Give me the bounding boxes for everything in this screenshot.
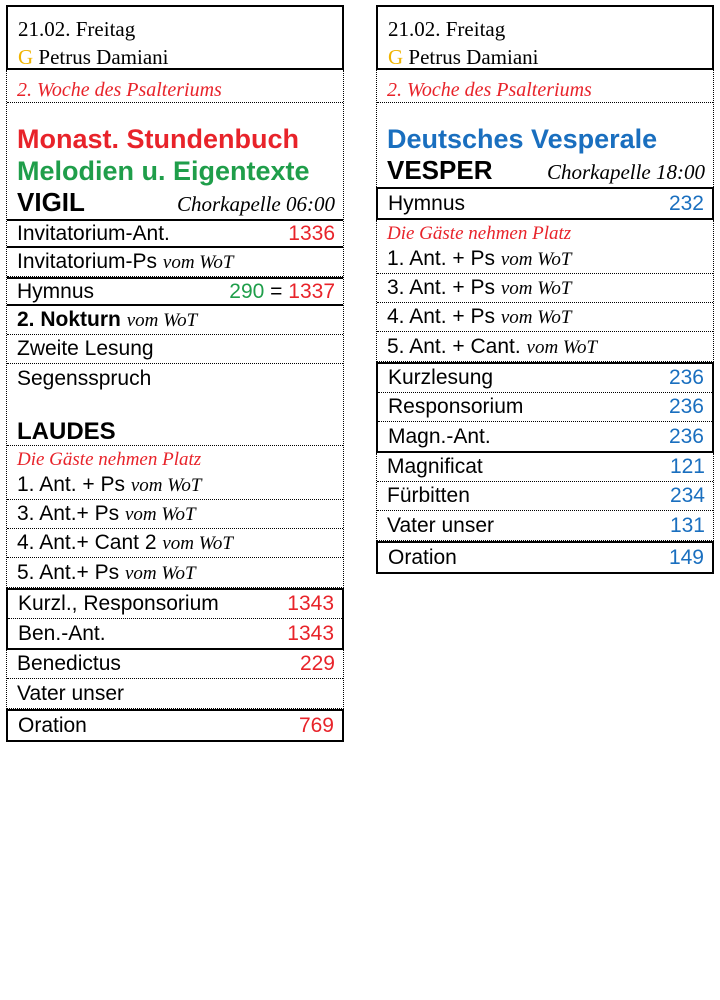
left-column xyxy=(6,5,344,742)
vesper-psalms xyxy=(376,220,714,362)
left-header xyxy=(6,5,344,70)
vesper-row: Magn.-Ant. 236 xyxy=(388,424,704,448)
vesper-frame xyxy=(376,362,714,453)
saint-name: Petrus Damiani xyxy=(408,45,539,69)
vigil-place: Chorkapelle 06:00 xyxy=(176,192,335,216)
vesper-row: Magnificat 121 xyxy=(377,453,713,482)
vigil-row: Segensspruch xyxy=(17,366,152,390)
hymnus-frame xyxy=(376,187,714,220)
date: 21.02. Freitag xyxy=(18,17,136,41)
vesper-tail xyxy=(376,453,714,541)
vigil-row: Invitatorium-Ps vom WoT xyxy=(7,248,343,277)
saint-line xyxy=(18,43,332,71)
vesper-row: 4. Ant. + Ps vom WoT xyxy=(377,303,713,332)
guests-note: Die Gäste nehmen Platz xyxy=(387,223,572,244)
date: 21.02. Freitag xyxy=(388,17,506,41)
vesper-title-row xyxy=(377,155,713,187)
laudes-title: LAUDES xyxy=(7,413,343,446)
oration-row: Oration 769 xyxy=(18,713,334,737)
laudes-row: 1. Ant. + Ps vom WoT xyxy=(7,471,343,500)
vesper-place: Chorkapelle 18:00 xyxy=(546,160,705,184)
book-subtitle: Melodien u. Eigentexte xyxy=(17,156,310,186)
vesper-row: 5. Ant. + Cant. vom WoT xyxy=(387,334,598,358)
vesper-title: VESPER xyxy=(387,155,493,185)
vigil-row: Zweite Lesung xyxy=(7,335,343,364)
laudes-row: 4. Ant.+ Cant 2 vom WoT xyxy=(7,529,343,558)
guests-note: Die Gäste nehmen Platz xyxy=(17,449,202,470)
laudes-row: Kurzl., Responsorium 1343 xyxy=(8,590,342,619)
psalter-week: 2. Woche des Psalteriums xyxy=(377,70,713,103)
saint-line xyxy=(388,43,702,71)
vesper-row: 3. Ant. + Ps vom WoT xyxy=(377,274,713,303)
vigil-section xyxy=(6,70,344,588)
vesper-row: Fürbitten 234 xyxy=(377,482,713,511)
right-column xyxy=(376,5,714,574)
vigil-row: Hymnus 290 = 1337 xyxy=(7,277,343,306)
saint-name: Petrus Damiani xyxy=(38,45,169,69)
book-title: Monast. Stundenbuch xyxy=(17,124,299,154)
oration-frame xyxy=(376,541,714,574)
laudes-row: 3. Ant.+ Ps vom WoT xyxy=(7,500,343,529)
vesper-row: 1. Ant. + Ps vom WoT xyxy=(377,245,713,274)
laudes-frame xyxy=(6,588,344,650)
vesper-intro xyxy=(376,70,714,187)
laudes-row: Ben.-Ant. 1343 xyxy=(18,621,334,645)
vesper-row: Hymnus 232 xyxy=(388,191,704,215)
laudes-row: Benedictus 229 xyxy=(7,650,343,679)
vigil-title-row xyxy=(7,187,343,219)
vesper-row: Vater unser 131 xyxy=(387,513,705,537)
book-title: Deutsches Vesperale xyxy=(387,124,658,154)
vigil-row: Invitatorium-Ant. 1336 xyxy=(7,219,343,248)
saint-grade: G xyxy=(388,45,404,69)
vigil-title: VIGIL xyxy=(17,187,85,217)
saint-grade: G xyxy=(18,45,34,69)
laudes-row: 5. Ant.+ Ps vom WoT xyxy=(17,560,196,584)
oration-row: Oration 149 xyxy=(388,545,704,569)
right-header xyxy=(376,5,714,70)
psalter-week: 2. Woche des Psalteriums xyxy=(7,70,343,103)
vesper-row: Responsorium 236 xyxy=(378,393,712,422)
laudes-tail xyxy=(6,650,344,709)
vesper-row: Kurzlesung 236 xyxy=(378,364,712,393)
vigil-row: 2. Nokturn vom WoT xyxy=(7,306,343,335)
oration-frame xyxy=(6,709,344,742)
laudes-row: Vater unser xyxy=(17,681,124,705)
